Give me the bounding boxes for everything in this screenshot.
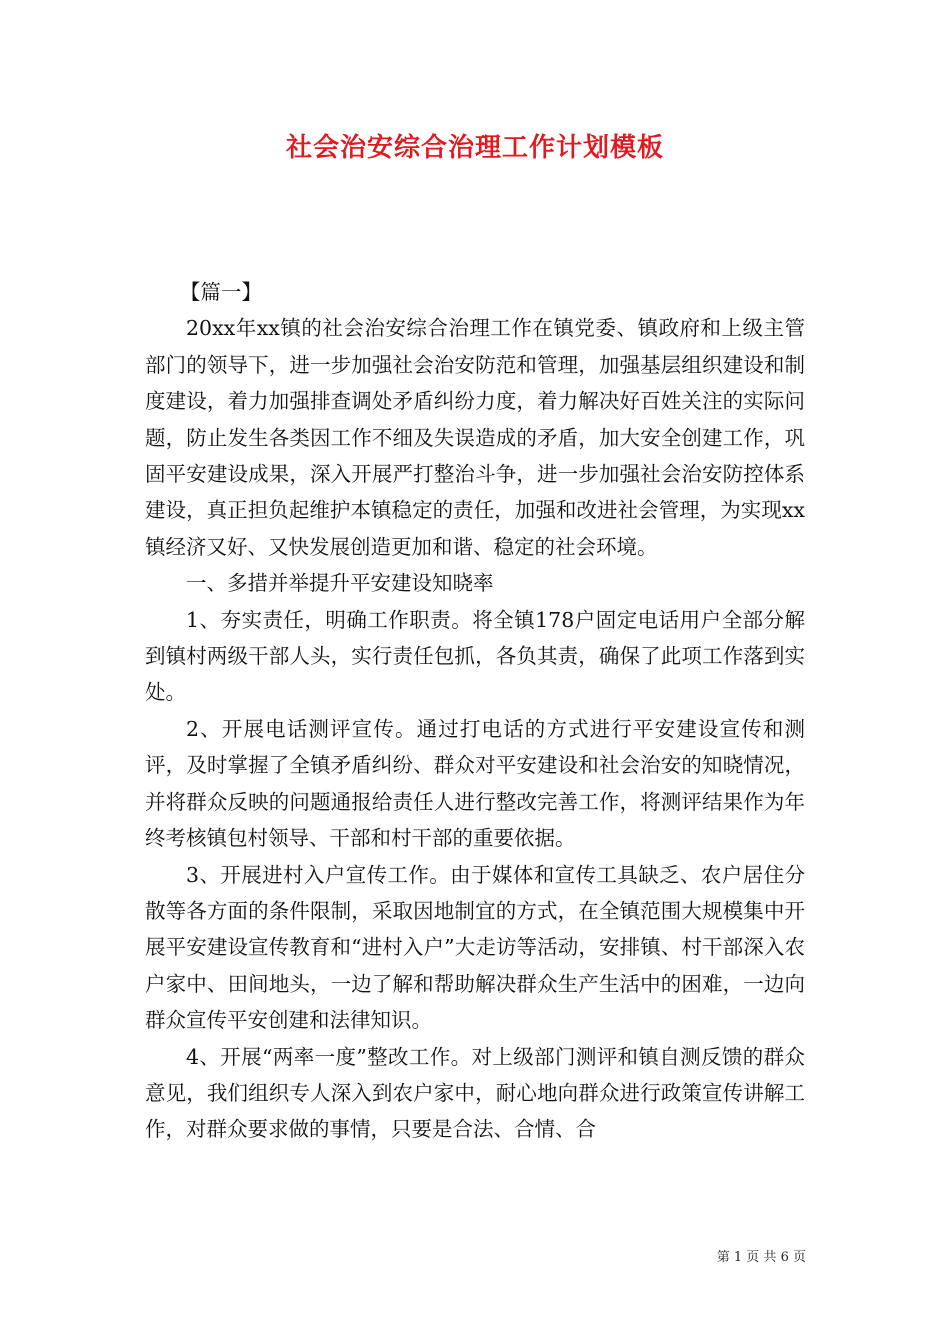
list-item-paragraph: 3、开展进村入户宣传工作。由于媒体和宣传工具缺乏、农户居住分散等各方面的条件限制，采取因地制宜的方式，在全镇范围大规模集中开展平安建设宣传教育和“进村入户”大走访等活动，安排镇、村干部深入农户家中、田间地头，一边了解和帮助解决群众生产生活中的困难，一边向群众宣传平安创建和法律知识。 — [145, 862, 805, 1033]
page-number-footer — [717, 1246, 806, 1265]
section-subheading: 一、多措并举提升平安建设知晓率 — [186, 571, 494, 596]
current-page-number: 1 — [733, 1250, 743, 1265]
section-heading: 【篇一】 — [179, 280, 262, 304]
page-title: 社会治安综合治理工作计划模板 — [285, 133, 664, 163]
total-pages-number: 6 — [780, 1250, 789, 1265]
intro-paragraph: 20xx年xx镇的社会治安综合治理工作在镇党委、镇政府和上级主管部门的领导下，进一步加强社会治安防范和管理，加强基层组织建设和制度建设，着力加强排查调处矛盾纠纷力度，着力解决好百姓关注的实际问题，防止发生各类因工作不细及失误造成的矛盾，加大安全创建工作，巩固平安建设成果，深入开展严打整治斗争，进一步加强社会治安防控体系建设，真正担负起维护本镇稳定的责任，加强和改进社会管理，为实现xx镇经济又好、又快发展创造更加和谐、稳定的社会环境。 — [145, 316, 805, 559]
list-item-paragraph: 4、开展“两率一度”整改工作。对上级部门测评和镇自测反馈的群众意见，我们组织专人深入到农户家中，耐心地向群众进行政策宣传讲解工作，对群众要求做的事情，只要是合法、合情、合 — [145, 1044, 805, 1142]
document-body — [145, 274, 805, 1148]
footer-middle: 页 共 — [746, 1250, 777, 1265]
list-item-paragraph: 2、开展电话测评宣传。通过打电话的方式进行平安建设宣传和测评，及时掌握了全镇矛盾纠纷、群众对平安建设和社会治安的知晓情况，并将群众反映的问题通报给责任人进行整改完善工作，将测评结果作为年终考核镇包村领导、干部和村干部的重要依据。 — [145, 716, 805, 851]
footer-prefix: 第 — [716, 1250, 730, 1265]
footer-suffix: 页 — [792, 1250, 806, 1265]
list-item-paragraph: 1、夯实责任，明确工作职责。将全镇178户固定电话用户全部分解到镇村两级干部人头，实行责任包抓，各负其责，确保了此项工作落到实处。 — [145, 607, 805, 705]
